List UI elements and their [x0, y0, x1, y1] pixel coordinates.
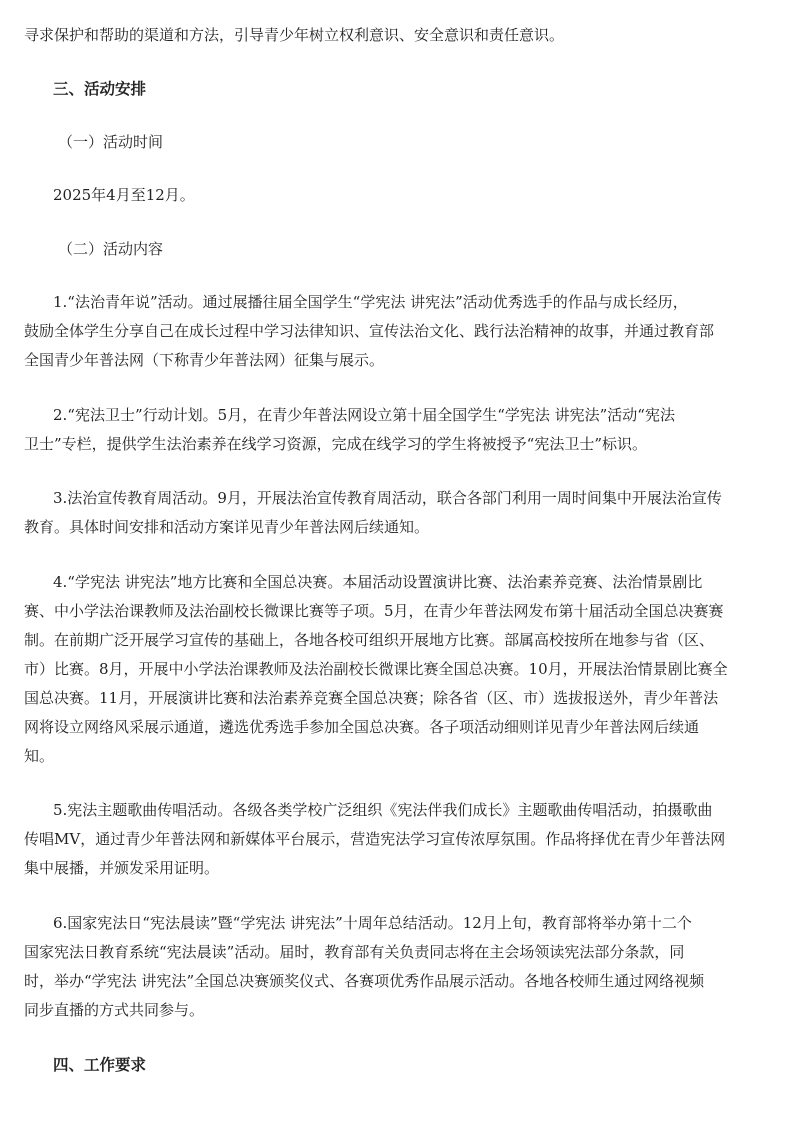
item-5-line-2: 传唱MV，通过青少年普法网和新媒体平台展示，营造宪法学习宣传浓厚氛围。作品将择优在青少年普法网 — [24, 830, 726, 848]
item-4-line-3: 制。在前期广泛开展学习宣传的基础上，各地各校可组织开展地方比赛。部属高校按所在地参与省（区、 — [24, 631, 715, 649]
item-6-line-4: 同步直播的方式共同参与。 — [24, 1001, 205, 1019]
item-1-line-3: 全国青少年普法网（下称青少年普法网）征集与展示。 — [24, 351, 385, 369]
section-3-heading: 三、活动安排 — [53, 80, 147, 98]
item-4-line-5: 国总决赛。11月，开展演讲比赛和法治素养竞赛全国总决赛；除各省（区、市）选拔报送外，青少年普法 — [24, 689, 719, 707]
item-6-line-3: 时，举办“学宪法 讲宪法”全国总决赛颁奖仪式、各赛项优秀作品展示活动。各地各校师生通过网络视频 — [24, 972, 705, 990]
item-5-line-1: 5.宪法主题歌曲传唱活动。各级各类学校广泛组织《宪法伴我们成长》主题歌曲传唱活动，拍摄歌曲 — [53, 801, 713, 819]
item-6-line-1: 6.国家宪法日“宪法晨读”暨“学宪法 讲宪法”十周年总结活动。12月上旬，教育部将举办第十二个 — [53, 914, 692, 932]
item-6-line-2: 国家宪法日教育系统“宪法晨读”活动。届时，教育部有关负责同志将在主会场领读宪法部分条款，同 — [24, 943, 685, 961]
item-1-line-2: 鼓励全体学生分享自己在成长过程中学习法律知识、宣传法治文化、践行法治精神的故事，并通过教育部 — [24, 322, 715, 340]
section-4-heading: 四、工作要求 — [53, 1056, 147, 1074]
item-5-line-3: 集中展播，并颁发采用证明。 — [24, 859, 220, 877]
item-2-line-2: 卫士”专栏，提供学生法治素养在线学习资源，完成在线学习的学生将被授予“宪法卫士”标识。 — [24, 435, 648, 453]
subsection-1-heading: （一）活动时间 — [58, 133, 164, 151]
item-4-line-2: 赛、中小学法治课教师及法治副校长微课比赛等子项。5月，在青少年普法网发布第十届活动全国总决赛赛 — [24, 602, 724, 620]
subsection-2-heading: （二）活动内容 — [58, 240, 164, 258]
item-4-line-7: 知。 — [24, 747, 55, 765]
item-3-line-1: 3.法治宣传教育周活动。9月，开展法治宣传教育周活动，联合各部门利用一周时间集中开展法治宣传 — [53, 489, 722, 507]
item-4-line-1: 4.“学宪法 讲宪法”地方比赛和全国总决赛。本届活动设置演讲比赛、法治素养竞赛、法治情景剧比 — [53, 573, 703, 591]
item-4-line-4: 市）比赛。8月，开展中小学法治课教师及法治副校长微课比赛全国总决赛。10月，开展法治情景剧比赛全 — [24, 660, 728, 678]
item-4-line-6: 网将设立网络风采展示通道，遴选优秀选手参加全国总决赛。各子项活动细则详见青少年普法网后续通 — [24, 718, 700, 736]
intro-tail-text: 寻求保护和帮助的渠道和方法，引导青少年树立权利意识、安全意识和责任意识。 — [24, 26, 565, 44]
item-1-line-1: 1.“法治青年说”活动。通过展播往届全国学生“学宪法 讲宪法”活动优秀选手的作品与成长经历， — [53, 293, 688, 311]
activity-time-text: 2025年4月至12月。 — [53, 186, 195, 204]
item-2-line-1: 2.“宪法卫士”行动计划。5月，在青少年普法网设立第十届全国学生“学宪法 讲宪法”活动“宪法 — [53, 406, 675, 424]
item-3-line-2: 教育。具体时间安排和活动方案详见青少年普法网后续通知。 — [24, 518, 430, 536]
